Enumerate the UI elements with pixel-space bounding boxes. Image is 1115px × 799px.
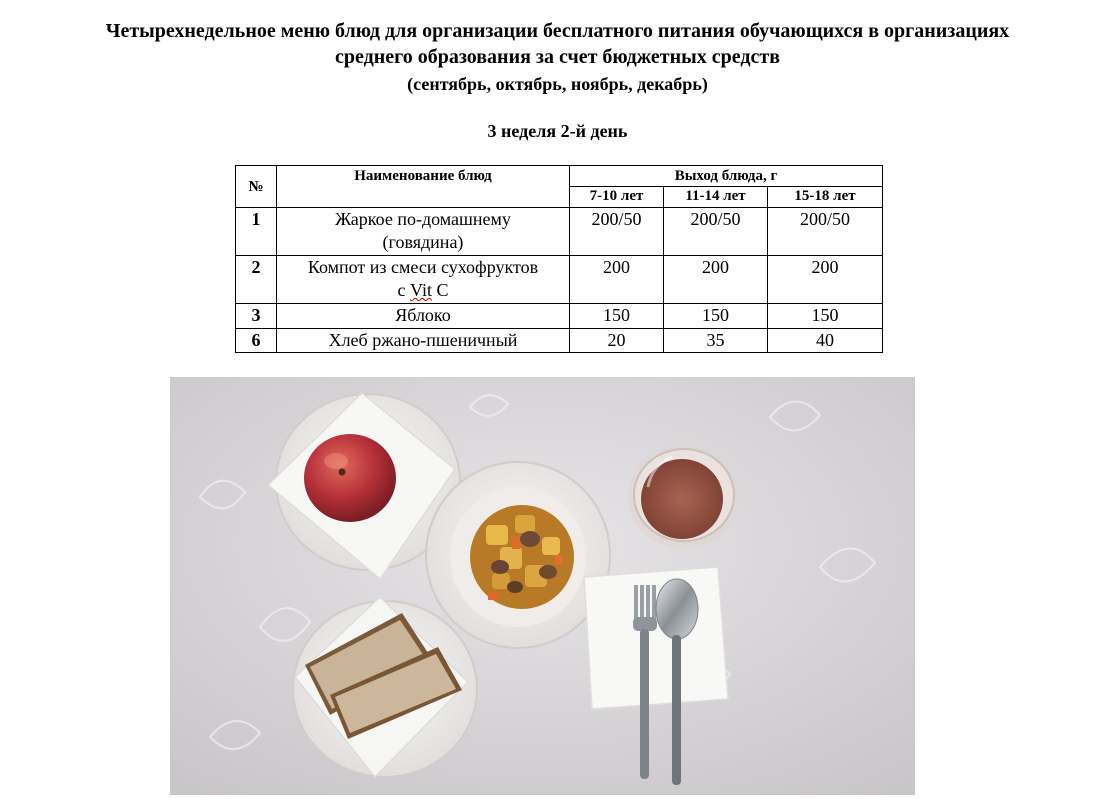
menu-table xyxy=(235,165,883,353)
row-value-15-18: 200 xyxy=(768,256,883,304)
table-row xyxy=(236,329,883,353)
row-number: 2 xyxy=(236,256,277,304)
row-value-7-10: 200/50 xyxy=(570,208,664,256)
header-output: Выход блюда, г xyxy=(570,166,883,187)
row-value-11-14: 200 xyxy=(664,256,768,304)
row-value-11-14: 200/50 xyxy=(664,208,768,256)
document-title xyxy=(0,18,1115,70)
meal-photo xyxy=(170,377,915,795)
header-age-15-18: 15-18 лет xyxy=(768,187,883,208)
row-dish-name: Хлеб ржано-пшеничный xyxy=(277,329,570,353)
title-line-1: Четырехнедельное меню блюд для организации бесплатного питания обучающихся в организациях xyxy=(105,20,1010,42)
row-dish-name xyxy=(277,208,570,256)
header-number: № xyxy=(236,166,277,208)
row-value-7-10: 20 xyxy=(570,329,664,353)
row-dish-name: Яблоко xyxy=(277,304,570,329)
row-number: 3 xyxy=(236,304,277,329)
row-value-11-14: 150 xyxy=(664,304,768,329)
dish-name-line-1: Жаркое по-домашнему xyxy=(335,209,511,229)
row-value-7-10: 150 xyxy=(570,304,664,329)
title-line-2: среднего образования за счет бюджетных средств xyxy=(335,46,780,68)
row-number: 1 xyxy=(236,208,277,256)
row-value-7-10: 200 xyxy=(570,256,664,304)
row-value-15-18: 40 xyxy=(768,329,883,353)
table-header-row xyxy=(236,166,883,187)
row-number: 6 xyxy=(236,329,277,353)
row-value-15-18: 150 xyxy=(768,304,883,329)
header-dish-name: Наименование блюд xyxy=(277,166,570,208)
row-dish-name xyxy=(277,256,570,304)
row-value-11-14: 35 xyxy=(664,329,768,353)
apple-icon xyxy=(304,434,396,522)
table-row xyxy=(236,208,883,256)
row-value-15-18: 200/50 xyxy=(768,208,883,256)
table-row xyxy=(236,304,883,329)
dish-name-line-2 xyxy=(398,280,449,300)
compote-glass-icon xyxy=(628,445,740,549)
header-age-7-10: 7-10 лет xyxy=(570,187,664,208)
dish-name-suffix: C xyxy=(431,280,449,300)
header-age-11-14: 11-14 лет xyxy=(664,187,768,208)
stew-bowl-icon xyxy=(426,462,610,648)
spellcheck-marked-word: Vit xyxy=(410,280,432,300)
table-row xyxy=(236,256,883,304)
dish-name-line-1: Компот из смеси сухофруктов xyxy=(307,257,539,277)
dish-name-line-2: (говядина) xyxy=(382,232,464,252)
document-subtitle: (сентябрь, октябрь, ноябрь, декабрь) xyxy=(407,74,708,94)
dish-name-prefix: с xyxy=(397,280,411,300)
day-label: 3 неделя 2-й день xyxy=(487,121,628,141)
